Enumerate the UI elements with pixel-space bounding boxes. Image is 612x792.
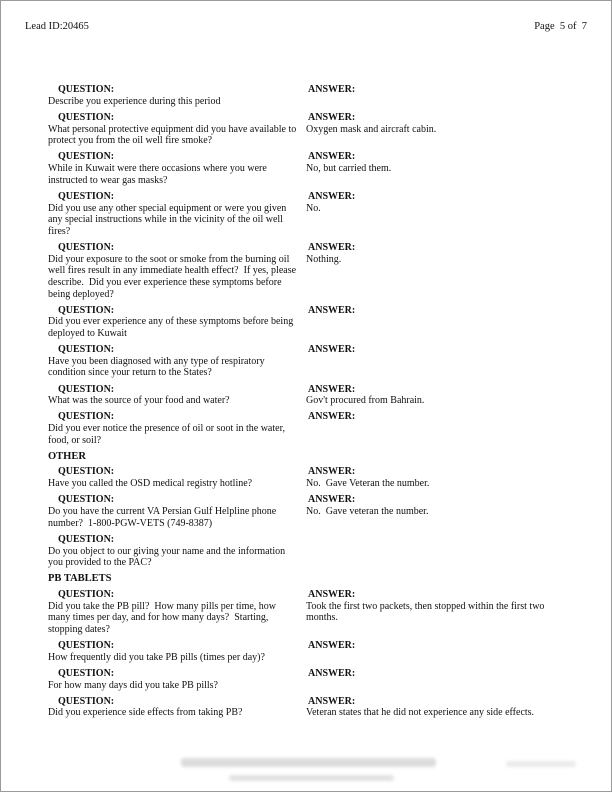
question-text: Did you take the PB pill? How many pills per time, how many times per day, and for how many days? Starting, stopping dates? [48, 600, 279, 635]
question-column [48, 668, 306, 691]
qa-row [48, 640, 571, 663]
qa-row [48, 466, 571, 489]
question-column [48, 151, 306, 186]
question-text: What personal protective equipment did you have available to protect you from the oil well fire smoke? [48, 123, 299, 147]
qa-row [48, 84, 571, 107]
question-column [48, 242, 306, 300]
question-text: Have you called the OSD medical registry hotline? [48, 478, 253, 490]
answer-column [306, 384, 571, 407]
answer-text: No. [306, 202, 321, 214]
question-column [48, 84, 306, 107]
answer-label: ANSWER: [308, 383, 356, 395]
question-column [48, 466, 306, 489]
answer-label: ANSWER: [308, 695, 356, 707]
question-column [48, 640, 306, 663]
question-text: Did you ever notice the presence of oil or soot in the water, food, or soil? [48, 423, 288, 446]
qa-row [48, 242, 571, 300]
qa-row [48, 411, 571, 446]
answer-column [306, 191, 571, 238]
question-label: QUESTION: [58, 344, 115, 356]
answer-column [306, 668, 571, 691]
answer-column [306, 305, 571, 340]
answer-column [306, 589, 571, 636]
question-column [48, 384, 306, 407]
question-text: Did you experience side effects from taking PB? [48, 707, 243, 719]
question-text: How frequently did you take PB pills (times per day)? [48, 651, 265, 663]
answer-label: ANSWER: [308, 190, 356, 202]
answer-label: ANSWER: [308, 241, 356, 253]
answer-column [306, 466, 571, 489]
answer-label: ANSWER: [308, 344, 356, 356]
answer-text: Took the first two packets, then stopped within the first two months. [306, 600, 547, 624]
question-label: QUESTION: [58, 383, 115, 395]
answer-text: No, but carried them. [306, 163, 392, 175]
question-text: Did your exposure to the soot or smoke from the burning oil well fires result in any immediate health effect? If yes, please describe. Did you ever experience these symptoms before being deployed? [48, 253, 299, 300]
question-label: QUESTION: [58, 304, 115, 316]
question-text: Did you ever experience any of these symptoms before being deployed to Kuwait [48, 316, 296, 339]
section-heading: PB TABLETS [48, 573, 112, 585]
qa-row [48, 151, 571, 186]
question-label: QUESTION: [58, 494, 115, 506]
qa-row [48, 696, 571, 719]
section-heading: OTHER [48, 450, 86, 462]
qa-row [48, 494, 571, 529]
question-column [48, 191, 306, 238]
scan-artifact [181, 758, 436, 767]
question-label: QUESTION: [58, 533, 115, 545]
question-label: QUESTION: [58, 411, 115, 423]
answer-text: Gov't procured from Bahrain. [306, 395, 425, 407]
scan-artifact [229, 775, 394, 781]
answer-column [306, 640, 571, 663]
question-text: Do you object to our giving your name and the information you provided to the PAC? [48, 545, 288, 569]
answer-text: Oxygen mask and aircraft cabin. [306, 123, 437, 135]
answer-text: Nothing. [306, 253, 342, 265]
answer-label: ANSWER: [308, 411, 356, 423]
scan-artifact [506, 761, 576, 767]
question-label: QUESTION: [58, 695, 115, 707]
question-column [48, 305, 306, 340]
answer-text: No. Gave veteran the number. [306, 506, 429, 518]
answer-label: ANSWER: [308, 588, 356, 600]
question-text: Have you been diagnosed with any type of respiratory condition since your return to the States? [48, 355, 268, 379]
question-label: QUESTION: [58, 190, 115, 202]
question-label: QUESTION: [58, 84, 115, 95]
answer-label: ANSWER: [308, 639, 356, 651]
answer-column [306, 84, 571, 107]
question-label: QUESTION: [58, 466, 115, 478]
answer-column [306, 696, 571, 719]
qa-row [48, 191, 571, 238]
question-column [48, 344, 306, 379]
question-text: What was the source of your food and water? [48, 395, 230, 407]
question-text: While in Kuwait were there occasions where you were instructed to wear gas masks? [48, 163, 270, 186]
answer-text: No. Gave Veteran the number. [306, 478, 430, 490]
question-text: Did you use any other special equipment or were you given any special instructions while in the vicinity of the oil well fires? [48, 202, 289, 237]
qa-row [48, 589, 571, 636]
qa-row [48, 112, 571, 147]
question-column [48, 534, 306, 569]
question-label: QUESTION: [58, 241, 115, 253]
question-label: QUESTION: [58, 639, 115, 651]
question-column [48, 411, 306, 446]
question-label: QUESTION: [58, 588, 115, 600]
question-column [48, 589, 306, 636]
question-label: QUESTION: [58, 151, 115, 163]
answer-column [306, 494, 571, 529]
qa-list [48, 84, 571, 719]
answer-label: ANSWER: [308, 667, 356, 679]
qa-row [48, 384, 571, 407]
question-column [48, 112, 306, 147]
question-label: QUESTION: [58, 111, 115, 123]
answer-column [306, 242, 571, 300]
qa-row [48, 305, 571, 340]
answer-column [306, 411, 571, 446]
answer-column [306, 344, 571, 379]
question-column [48, 494, 306, 529]
page-number: Page 5 of 7 [534, 21, 587, 32]
answer-label: ANSWER: [308, 304, 356, 316]
lead-id: Lead ID:20465 [25, 21, 89, 32]
answer-label: ANSWER: [308, 84, 356, 95]
answer-text: Veteran states that he did not experience any side effects. [306, 707, 535, 719]
question-column [48, 696, 306, 719]
qa-row [48, 534, 571, 569]
question-text: For how many days did you take PB pills? [48, 679, 218, 691]
answer-column [306, 534, 571, 569]
answer-label: ANSWER: [308, 111, 356, 123]
answer-label: ANSWER: [308, 151, 356, 163]
answer-column [306, 151, 571, 186]
qa-row [48, 344, 571, 379]
question-label: QUESTION: [58, 667, 115, 679]
page-header [25, 21, 587, 32]
qa-row [48, 668, 571, 691]
answer-label: ANSWER: [308, 494, 356, 506]
answer-label: ANSWER: [308, 466, 356, 478]
question-text: Describe you experience during this period [48, 95, 221, 107]
question-text: Do you have the current VA Persian Gulf Helpline phone number? 1-800-PGW-VETS (749-8387) [48, 506, 279, 529]
answer-column [306, 112, 571, 147]
